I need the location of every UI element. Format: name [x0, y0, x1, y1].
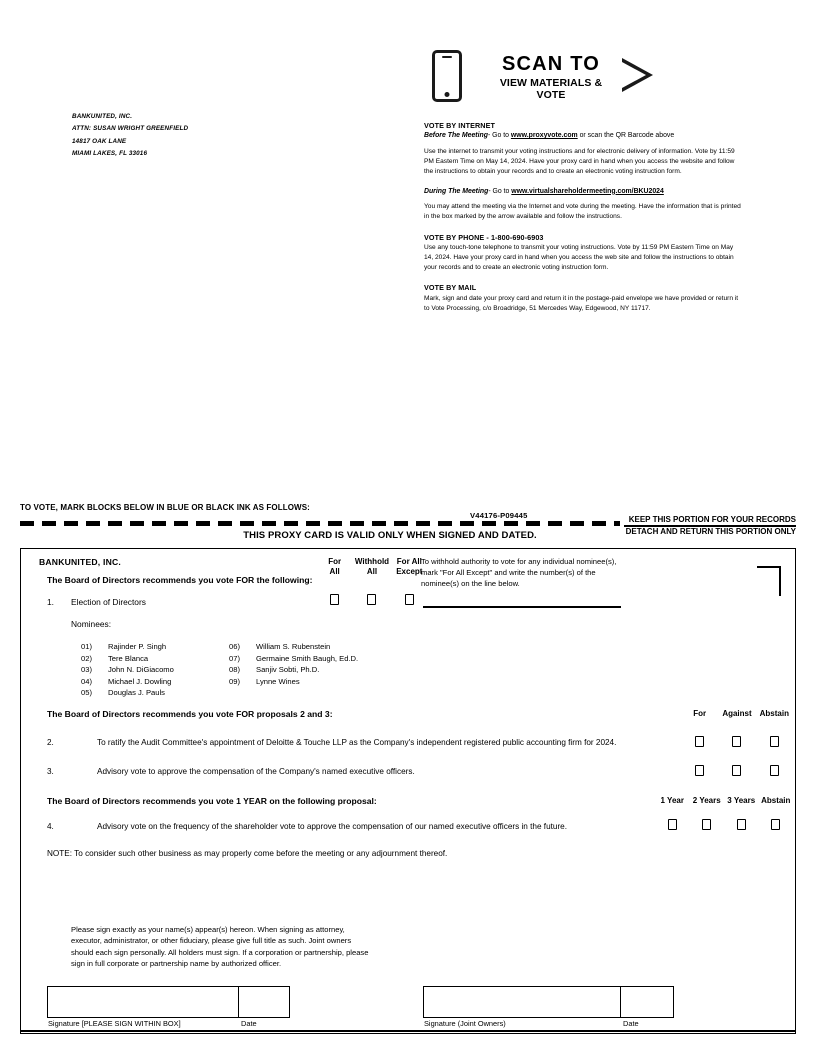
perforation-dashed-line: [20, 521, 620, 526]
column-header-withhold-all-bottom: All: [366, 567, 378, 577]
nominee-03-name: John N. DiGiacomo: [108, 665, 174, 675]
keep-portion-label: KEEP THIS PORTION FOR YOUR RECORDS: [628, 515, 796, 524]
nominee-09-name: Lynne Wines: [256, 676, 300, 686]
other-business-note: NOTE: To consider such other business as may properly come before the meeting or any adjournment thereof.: [47, 849, 448, 858]
checkbox-item1-for-all[interactable]: [330, 594, 339, 605]
address-line-3: 14817 OAK LANE: [72, 137, 127, 145]
signature-box-primary[interactable]: [47, 986, 239, 1018]
proposal-4-text: Advisory vote on the frequency of the shareholder vote to approve the compensation of our named executive officers in the future.: [97, 822, 568, 831]
nominee-01-key: 01): [81, 642, 92, 651]
nominee-entry-01: [81, 641, 229, 653]
checkbox-item3-for[interactable]: [695, 765, 704, 776]
column-header-abstain: Abstain: [759, 709, 789, 718]
company-name: BANKUNITED, INC.: [39, 557, 121, 567]
nominee-exception-input-line[interactable]: [423, 606, 621, 608]
proposal-3-text: Advisory vote to approve the compensation of the Company's named executive officers.: [97, 767, 415, 776]
virtual-meeting-link[interactable]: www.virtualshareholdermeeting.com/BKU2024: [511, 187, 664, 195]
column-header-against: Against: [722, 709, 752, 718]
corner-bracket-mark: [757, 566, 781, 596]
before-meeting-body: Use the internet to transmit your voting instructions and for electronic delivery of information. Vote by 11:59 PM Eastern Time on May 14, 2024. Have your proxy card in hand when you access the website and follow the instructions to obtain your records and to create an electronic voting instruction form.: [424, 147, 735, 176]
vote-by-internet-section: [424, 120, 744, 223]
vote-by-phone-body: Use any touch-tone telephone to transmit your voting instructions. Vote by 11:59 PM Eastern Time on May 14, 2024. Have your proxy card in hand when you access the web site and follow the instructions to obtain your records and to create an electronic voting instruction form.: [424, 243, 734, 272]
detach-portion-label: DETACH AND RETURN THIS PORTION ONLY: [625, 527, 796, 536]
proposal-1-text: Election of Directors: [71, 597, 146, 607]
date-box-primary[interactable]: [238, 986, 290, 1018]
nominee-05-key: 05): [81, 688, 92, 698]
checkbox-item1-withhold-all[interactable]: [367, 594, 376, 605]
nominee-02-name: Tere Blanca: [108, 653, 149, 663]
before-meeting-text-2: or scan the QR Barcode above: [577, 132, 675, 140]
column-header-for-all-bottom: All: [329, 567, 340, 577]
nominees-label: Nominees:: [71, 619, 112, 629]
proxy-valid-notice: THIS PROXY CARD IS VALID ONLY WHEN SIGNED AND DATED.: [243, 530, 537, 541]
signature-label-primary: Signature [PLEASE SIGN WITHIN BOX]: [48, 1019, 181, 1028]
proposal-2-text: To ratify the Audit Committee's appointment of Deloitte & Touche LLP as the Company's independent registered public accounting firm for 2024.: [97, 738, 617, 747]
vote-by-internet-heading: VOTE BY INTERNET: [424, 121, 495, 130]
proposal-2-number: 2.: [47, 738, 54, 747]
nominee-07-name: Germaine Smith Baugh, Ed.D.: [256, 653, 359, 663]
to-vote-instruction: TO VOTE, MARK BLOCKS BELOW IN BLUE OR BLACK INK AS FOLLOWS:: [20, 503, 310, 512]
vote-column-headers-4: [655, 796, 793, 805]
proxyvote-link[interactable]: www.proxyvote.com: [510, 132, 578, 140]
vote-by-mail-section: [424, 282, 744, 314]
nominee-row: [81, 641, 381, 653]
proposal-1-number: 1.: [47, 597, 54, 607]
address-line-2: ATTN: SUSAN WRIGHT GREENFIELD: [72, 125, 189, 133]
play-triangle-icon-inner: [622, 62, 646, 88]
nominee-entry-05: [81, 687, 229, 699]
column-header-for-all-except-top: For All: [396, 557, 422, 566]
before-meeting-line: [424, 131, 744, 142]
address-line-1: BANKUNITED, INC.: [72, 113, 133, 120]
checkbox-item3-abstain[interactable]: [770, 765, 779, 776]
nominee-row: [81, 687, 381, 699]
column-header-3-years: 3 Years: [727, 796, 756, 805]
vote-by-mail-heading: VOTE BY MAIL: [424, 283, 477, 293]
nominee-entry-09: [229, 676, 377, 688]
column-header-1-year: 1 Year: [660, 796, 684, 805]
date-box-joint[interactable]: [620, 986, 674, 1018]
address-line-4: MIAMI LAKES, FL 33016: [72, 149, 148, 157]
vote-by-mail-body: Mark, sign and date your proxy card and return it in the postage-paid envelope we have provided or return it to Vote Processing, c/o Broadridge, 51 Mercedes Way, Edgewood, NY 11717.: [424, 294, 739, 312]
nominee-09-key: 09): [229, 676, 240, 686]
nominee-entry-empty: [229, 687, 377, 699]
scan-to-subtitle: VIEW MATERIALS & VOTE: [499, 77, 603, 101]
nominee-04-key: 04): [81, 676, 92, 686]
column-header-withhold-all: [353, 557, 390, 578]
checkbox-item3-against[interactable]: [732, 765, 741, 776]
board-recommendation-4: The Board of Directors recommends you vote 1 YEAR on the following proposal:: [47, 796, 377, 806]
nominee-05-name: Douglas J. Pauls: [108, 688, 165, 698]
nominee-entry-08: [229, 664, 377, 676]
vote-checkboxes-item-2: [681, 736, 793, 747]
nominee-entry-02: [81, 653, 229, 665]
control-number: V44176-P09445: [470, 511, 528, 520]
nominee-07-key: 07): [229, 653, 240, 663]
nominee-entry-07: [229, 653, 377, 665]
checkbox-item4-abstain[interactable]: [771, 819, 780, 830]
checkbox-item1-for-all-except[interactable]: [405, 594, 414, 605]
signature-label-joint: Signature (Joint Owners): [424, 1019, 506, 1028]
vote-by-phone-section: [424, 232, 744, 274]
vote-column-headers-2-3: [681, 709, 793, 718]
nominee-02-key: 02): [81, 653, 92, 663]
board-recommendation-1: The Board of Directors recommends you vote FOR the following:: [47, 575, 313, 585]
vote-checkboxes-item-1: [316, 594, 428, 605]
column-header-for-all-top: For: [328, 557, 342, 566]
board-recommendation-2-3: The Board of Directors recommends you vote FOR proposals 2 and 3:: [47, 709, 333, 719]
checkbox-item4-1-year[interactable]: [668, 819, 677, 830]
signature-instructions: Please sign exactly as your name(s) appear(s) hereon. When signing as attorney, executor, administrator, or other fiduciary, please give full title as such. Joint owners should each sign personally. All holders must sign. If a corporation or partnership, please sign in full corporate or partnership name by authorized officer.: [71, 925, 369, 969]
checkbox-item4-2-years[interactable]: [702, 819, 711, 830]
vote-instructions: [424, 120, 744, 314]
scan-to-title: SCAN TO: [501, 53, 601, 75]
nominee-01-name: Rajinder P. Singh: [108, 642, 167, 651]
during-meeting-label: During The Meeting: [424, 187, 489, 195]
vote-by-phone-heading: VOTE BY PHONE - 1-800-690-6903: [424, 232, 544, 242]
nominees-list: [81, 641, 381, 699]
nominee-06-key: 06): [229, 642, 240, 651]
proxy-card-body: [20, 548, 796, 1034]
vote-column-headers-1: [316, 557, 428, 578]
column-header-for: For: [693, 709, 707, 718]
before-meeting-label: Before The Meeting: [424, 132, 488, 140]
smartphone-icon: [432, 50, 462, 102]
column-header-for-all-except-bottom: Except: [396, 567, 423, 577]
column-header-abstain-4: Abstain: [761, 796, 791, 805]
vote-checkboxes-item-4: [655, 819, 793, 830]
vote-checkboxes-item-3: [681, 765, 793, 776]
during-meeting-line: [424, 187, 744, 198]
scan-to-header: [424, 48, 664, 110]
column-header-2-years: 2 Years: [692, 796, 721, 805]
before-meeting-text-1: - Go to: [487, 132, 511, 140]
nominee-04-name: Michael J. Dowling: [108, 676, 172, 686]
date-label-primary: Date: [241, 1019, 257, 1028]
column-header-for-all: [316, 557, 353, 578]
nominee-entry-03: [81, 664, 229, 676]
checkbox-item4-3-years[interactable]: [737, 819, 746, 830]
checkbox-item2-against[interactable]: [732, 736, 741, 747]
proposal-3-number: 3.: [47, 767, 54, 776]
column-header-withhold-all-top: Withhold: [354, 557, 390, 566]
nominee-row: [81, 664, 381, 676]
nominee-08-key: 08): [229, 665, 240, 675]
during-meeting-text-1: - Go to: [488, 187, 512, 195]
checkbox-item2-abstain[interactable]: [770, 736, 779, 747]
withhold-authority-note: To withhold authority to vote for any individual nominee(s), mark "For All Except" and write the number(s) of the nominee(s) on the line below.: [421, 557, 617, 588]
scan-to-text: [486, 54, 616, 101]
nominee-entry-06: [229, 641, 377, 653]
nominee-row: [81, 676, 381, 688]
nominee-row: [81, 653, 381, 665]
signature-group-primary: [47, 986, 280, 1028]
signature-group-joint: [423, 986, 668, 1028]
proposal-4-number: 4.: [47, 822, 54, 831]
recipient-address: [72, 111, 188, 160]
signature-box-joint[interactable]: [423, 986, 621, 1018]
nominee-entry-04: [81, 676, 229, 688]
date-label-joint: Date: [623, 1019, 639, 1028]
nominee-03-key: 03): [81, 665, 92, 675]
bottom-rule: [20, 1030, 796, 1032]
checkbox-item2-for[interactable]: [695, 736, 704, 747]
during-meeting-body: You may attend the meeting via the Internet and vote during the meeting. Have the information that is printed in the box marked by the arrow available and follow the instructions.: [424, 203, 741, 221]
nominee-08-name: Sanjiv Sobti, Ph.D.: [256, 665, 320, 675]
nominee-06-name: William S. Rubenstein: [256, 642, 331, 651]
